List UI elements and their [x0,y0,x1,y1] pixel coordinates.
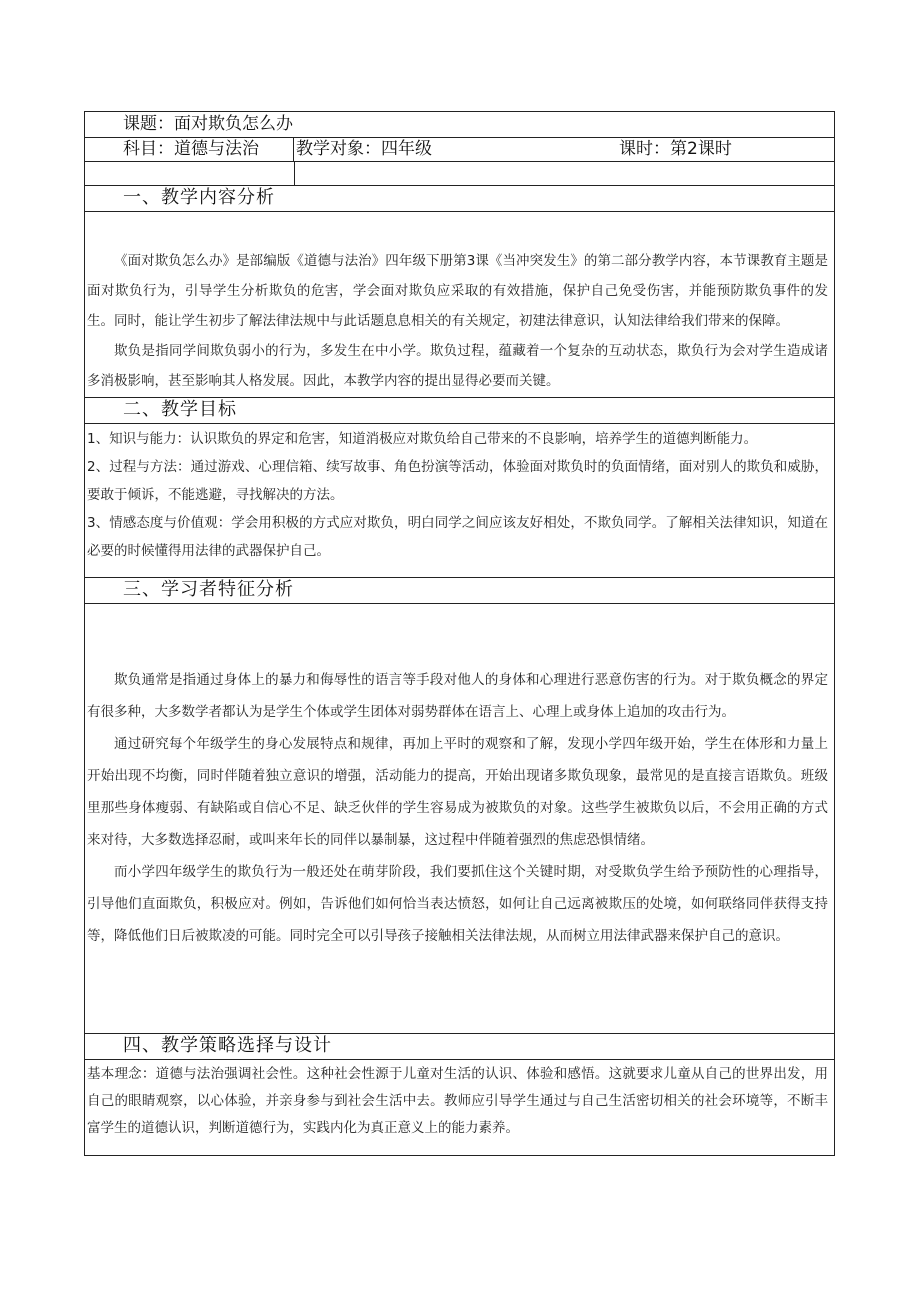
info-row [85,138,834,162]
audience-cell [294,138,834,161]
section-title: 二、教学目标 [123,399,237,420]
blank-row [85,162,834,186]
paragraph: 《面对欺负怎么办》是部编版《道德与法治》四年级下册第3课《当冲突发生》的第二部分教学内容，本节课教育主题是面对欺负行为，引导学生分析欺负的危害，学会面对欺负应采取的有效措施，保护自己免受伤害，并能预防欺负事件的发生。同时，能让学生初步了解法律法规中与此话题息息相关的有关规定，初建法律意识，认知法律给我们带来的保障。 [87,253,828,329]
topic-row [85,112,834,138]
lesson-topic: 课题：面对欺负怎么办 [123,114,293,134]
blank-cell-left [85,162,295,185]
section-title: 一、教学内容分析 [123,187,275,208]
lesson-plan-table [84,111,835,1156]
paragraph: 通过研究每个年级学生的身心发展特点和规律，再加上平时的观察和了解，发现小学四年级开始，学生在体形和力量上开始出现不均衡，同时伴随着独立意识的增强，活动能力的提高，开始出现诸多欺负现象，最常见的是直接言语欺负。班级里那些身体瘦弱、有缺陷或自信心不足、缺乏伙伴的学生容易成为被欺负的对象。这些学生被欺负以后，不会用正确的方式来对待，大多数选择忍耐，或叫来年长的同伴以暴制暴，这过程中伴随着强烈的焦虑恐惧情绪。 [87,736,828,848]
objective-item: 2、过程与方法：通过游戏、心理信箱、续写故事、角色扮演等活动，体验面对欺负时的负面情绪，面对别人的欺负和威胁，要敢于倾诉，不能逃避，寻找解决的方法。 [87,459,828,503]
section-2-body [85,424,834,578]
paragraph: 而小学四年级学生的欺负行为一般还处在萌芽阶段，我们要抓住这个关键时期，对受欺负学生给予预防性的心理指导，引导他们直面欺负，积极应对。例如，告诉他们如何恰当表达愤怒，如何让自己远离被欺压的处境，如何联络同伴获得支持等，降低他们日后被欺凌的可能。同时完全可以引导孩子接触相关法律法规，从而树立用法律武器来保护自己的意识。 [87,864,828,944]
teaching-audience: 教学对象：四年级 [296,139,432,159]
section-1-body [85,212,834,398]
objective-item: 3、情感态度与价值观：学会用积极的方式应对欺负，明白同学之间应该友好相处，不欺负同学。了解相关法律知识，知道在必要的时候懂得用法律的武器保护自己。 [87,515,828,559]
section-title: 三、学习者特征分析 [123,579,294,600]
objective-item: 1、知识与能力：认识欺负的界定和危害，知道消极应对欺负给自己带来的不良影响，培养学生的道德判断能力。 [87,431,758,447]
paragraph: 欺负是指同学间欺负弱小的行为，多发生在中小学。欺负过程，蕴藏着一个复杂的互动状态，欺负行为会对学生造成诸多消极影响，甚至影响其人格发展。因此，本教学内容的提出显得必要而关键。 [87,343,828,389]
section-2-header [85,398,834,424]
paragraph: 基本理念：道德与法治强调社会性。这种社会性源于儿童对生活的认识、体验和感悟。这就要求儿童从自己的世界出发，用自己的眼睛观察，以心体验，并亲身参与到社会生活中去。教师应引导学生通过与自己生活密切相关的社会环境等，不断丰富学生的道德认识，判断道德行为，实践内化为真正意义上的能力素养。 [87,1066,828,1136]
section-3-body [85,604,834,1034]
section-3-header [85,578,834,604]
class-period: 课时：第2课时 [619,139,732,159]
paragraph: 欺负通常是指通过身体上的暴力和侮辱性的语言等手段对他人的身体和心理进行恶意伤害的行为。对于欺负概念的界定有很多种，大多数学者都认为是学生个体或学生团体对弱势群体在语言上、心理上或身体上追加的攻击行为。 [87,672,828,720]
subject-cell: 科目：道德与法治 [85,138,294,161]
section-4-header [85,1034,834,1060]
section-1-header [85,186,834,212]
section-4-body [85,1060,834,1156]
section-title: 四、教学策略选择与设计 [123,1035,332,1056]
